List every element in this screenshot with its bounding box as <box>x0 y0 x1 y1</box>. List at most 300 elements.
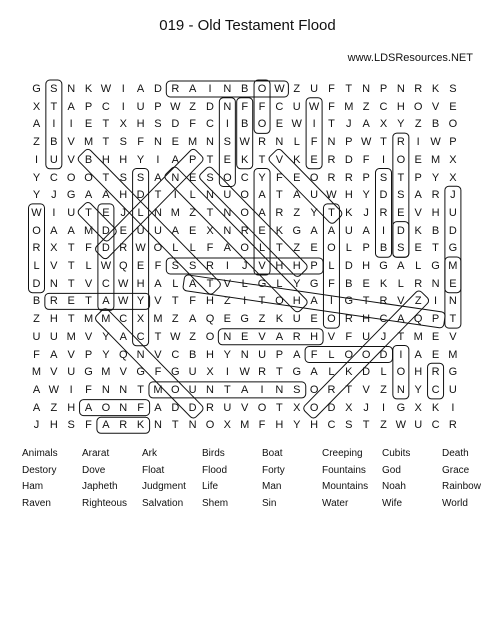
grid-letter: U <box>67 366 76 379</box>
grid-letter: E <box>431 330 440 343</box>
grid-letter: V <box>258 330 266 343</box>
grid-letter: S <box>119 136 127 149</box>
grid-letter: A <box>414 189 422 202</box>
grid-letter: K <box>414 224 422 237</box>
grid-letter: L <box>397 277 404 290</box>
grid-letter: O <box>413 100 423 113</box>
grid-letter: Q <box>413 313 423 326</box>
grid-letter: L <box>189 242 196 255</box>
grid-letter: H <box>362 313 371 326</box>
grid-letter: A <box>258 189 266 202</box>
grid-letter: V <box>241 401 249 414</box>
grid-letter: M <box>153 383 163 396</box>
grid-letter: Y <box>397 118 405 131</box>
grid-letter: U <box>188 383 197 396</box>
grid-letter: O <box>240 206 249 219</box>
grid-letter: N <box>153 136 162 149</box>
grid-letter: Q <box>118 260 128 272</box>
grid-letter: J <box>346 118 352 131</box>
grid-letter: E <box>258 224 266 237</box>
grid-letter: I <box>381 224 386 237</box>
grid-letter: I <box>312 118 316 131</box>
grid-letter: U <box>362 330 371 343</box>
grid-letter: C <box>327 419 336 432</box>
grid-letter: R <box>258 136 267 149</box>
grid-letter: R <box>327 171 336 184</box>
grid-letter: W <box>360 136 372 149</box>
grid-letter: G <box>240 313 249 326</box>
grid-letter: Y <box>102 330 110 343</box>
grid-letter: J <box>120 206 126 219</box>
grid-letter: M <box>101 366 111 379</box>
grid-letter: U <box>136 224 145 237</box>
grid-letter: O <box>257 118 267 131</box>
grid-letter: V <box>67 348 75 361</box>
word-list-item: Forty <box>262 464 285 476</box>
grid-letter: X <box>379 118 388 131</box>
grid-letter: H <box>310 330 319 343</box>
grid-letter: S <box>50 83 58 95</box>
grid-letter: O <box>309 171 319 184</box>
grid-letter: N <box>362 83 371 95</box>
grid-letter: F <box>85 383 92 396</box>
grid-letter: F <box>154 366 162 379</box>
grid-letter: H <box>362 260 371 272</box>
grid-letter: N <box>206 383 214 396</box>
grid-letter: A <box>171 153 179 166</box>
grid-letter: V <box>50 260 58 272</box>
grid-letter: T <box>206 206 214 219</box>
grid-letter: W <box>135 242 146 255</box>
grid-letter: P <box>84 348 93 361</box>
grid-letter: R <box>379 295 388 308</box>
grid-letter: Z <box>33 313 40 326</box>
grid-letter: P <box>275 348 284 361</box>
grid-letter: K <box>345 206 353 219</box>
grid-letter: A <box>241 383 249 396</box>
word-list-item: Rainbow <box>442 481 481 492</box>
grid-letter: R <box>448 419 457 432</box>
grid-letter: O <box>309 383 319 396</box>
grid-letter: H <box>49 419 58 432</box>
grid-letter: T <box>154 330 162 343</box>
grid-letter: C <box>240 171 249 184</box>
grid-letter: F <box>310 348 318 361</box>
grid-letter: V <box>362 383 370 396</box>
grid-letter: Z <box>293 83 301 95</box>
grid-letter: O <box>257 401 267 414</box>
word-list-row <box>22 465 482 481</box>
grid-letter: F <box>137 401 144 414</box>
grid-letter: S <box>223 136 232 149</box>
grid-letter: D <box>101 242 110 255</box>
grid-letter: J <box>51 189 57 202</box>
word-list-item: Fountains <box>322 464 366 476</box>
grid-letter: G <box>448 366 458 379</box>
grid-letter: D <box>344 153 353 166</box>
grid-letter: W <box>239 366 250 379</box>
grid-letter: I <box>243 295 247 308</box>
grid-letter: N <box>396 383 405 396</box>
grid-letter: E <box>293 171 301 184</box>
grid-letter: J <box>363 401 369 414</box>
grid-letter: I <box>156 153 160 166</box>
grid-letter: U <box>292 313 301 326</box>
word-list-item: Noah <box>382 481 406 492</box>
grid-letter: R <box>119 242 128 255</box>
grid-letter: T <box>223 383 231 396</box>
grid-letter: E <box>310 153 318 166</box>
grid-letter: F <box>328 100 335 113</box>
grid-letter: B <box>379 242 388 255</box>
grid-letter: L <box>189 189 196 202</box>
grid-letter: R <box>292 330 301 343</box>
grid-letter: O <box>309 401 319 414</box>
grid-letter: E <box>188 224 197 237</box>
grid-letter: A <box>327 224 336 237</box>
grid-letter: R <box>344 313 353 326</box>
grid-letter: U <box>153 224 162 237</box>
grid-letter: T <box>67 277 75 290</box>
grid-letter: S <box>206 171 214 184</box>
grid-letter: T <box>276 401 283 414</box>
grid-letter: V <box>327 330 336 343</box>
grid-letter: D <box>206 100 214 113</box>
grid-letter: B <box>345 277 353 290</box>
grid-letter: I <box>69 118 73 131</box>
grid-letter: A <box>414 348 422 361</box>
grid-letter: Q <box>118 348 128 361</box>
grid-letter: S <box>136 171 145 184</box>
grid-letter: E <box>431 348 440 361</box>
grid-letter: E <box>397 206 405 219</box>
grid-letter: R <box>431 366 440 379</box>
grid-letter: T <box>67 313 75 326</box>
grid-letter: A <box>32 118 41 131</box>
grid-letter: E <box>223 153 232 166</box>
grid-letter: E <box>414 153 422 166</box>
grid-letter: N <box>431 277 440 290</box>
grid-letter: Y <box>431 171 440 184</box>
grid-letter: K <box>431 83 440 95</box>
grid-letter: D <box>32 277 41 290</box>
grid-letter: W <box>118 295 129 308</box>
grid-letter: G <box>448 242 458 255</box>
grid-letter: A <box>102 419 110 432</box>
grid-letter: Y <box>223 348 232 361</box>
grid-letter: N <box>206 189 214 202</box>
grid-letter: N <box>153 419 162 432</box>
grid-letter: T <box>102 136 110 149</box>
grid-letter: N <box>448 295 457 308</box>
grid-letter: C <box>379 100 388 113</box>
grid-letter: P <box>431 313 440 326</box>
grid-letter: L <box>172 242 179 255</box>
grid-letter: Z <box>414 295 422 308</box>
grid-letter: R <box>32 242 41 255</box>
grid-letter: M <box>170 206 180 219</box>
grid-letter: W <box>118 277 129 290</box>
grid-letter: T <box>276 189 283 202</box>
word-list-item: Death <box>442 448 469 459</box>
grid-letter: R <box>431 189 440 202</box>
grid-letter: E <box>171 136 179 149</box>
grid-letter: U <box>136 100 145 113</box>
grid-letter: O <box>240 242 249 255</box>
grid-letter: I <box>173 189 177 202</box>
grid-letter: B <box>431 118 440 131</box>
grid-letter: T <box>206 277 214 290</box>
grid-letter: D <box>136 189 145 202</box>
word-list-item: Birds <box>202 448 225 459</box>
grid-letter: N <box>119 383 128 396</box>
grid-letter: L <box>328 260 335 272</box>
grid-letter: H <box>396 100 405 113</box>
grid-letter: C <box>431 383 440 396</box>
grid-letter: P <box>188 153 197 166</box>
grid-letter: S <box>379 171 388 184</box>
grid-letter: M <box>344 100 354 113</box>
grid-letter: A <box>119 330 127 343</box>
grid-letter: P <box>362 171 370 184</box>
grid-letter: N <box>327 136 336 149</box>
grid-letter: O <box>153 242 163 255</box>
grid-letter: G <box>257 277 267 290</box>
grid-letter: T <box>258 153 266 166</box>
grid-letter: E <box>102 206 110 219</box>
grid-letter: A <box>258 206 266 219</box>
grid-letter: Y <box>258 171 266 184</box>
grid-letter: T <box>432 242 439 255</box>
grid-letter: Z <box>33 136 40 149</box>
grid-letter: B <box>32 295 41 308</box>
grid-letter: F <box>328 277 335 290</box>
grid-letter: C <box>206 118 214 131</box>
grid-letter: K <box>345 366 353 379</box>
grid-letter: D <box>153 83 162 95</box>
grid-letter: F <box>154 260 162 272</box>
grid-letter: X <box>293 401 301 414</box>
grid-letter: M <box>83 313 94 326</box>
grid-letter: C <box>431 419 440 432</box>
grid-letter: G <box>66 189 76 202</box>
grid-letter: Z <box>380 419 387 432</box>
grid-letter: E <box>362 277 370 290</box>
word-list-item: Dove <box>82 464 106 476</box>
grid-letter: Q <box>205 313 215 326</box>
grid-letter: I <box>52 206 56 219</box>
grid-letter: Y <box>293 419 301 432</box>
grid-letter: R <box>327 153 336 166</box>
grid-letter: O <box>257 83 267 95</box>
grid-letter: A <box>188 83 197 95</box>
grid-letter: N <box>223 83 232 95</box>
grid-letter: O <box>32 224 41 237</box>
grid-letter: Z <box>293 206 301 219</box>
grid-letter: P <box>449 136 457 149</box>
word-list-item: Judgment <box>142 481 186 492</box>
grid-letter: R <box>171 83 180 95</box>
grid-letter: D <box>362 366 371 379</box>
grid-letter: A <box>50 348 58 361</box>
grid-letter: I <box>381 153 386 166</box>
grid-letter: O <box>275 295 284 308</box>
grid-letter: F <box>258 419 266 432</box>
grid-letter: A <box>50 224 58 237</box>
grid-letter: K <box>431 401 440 414</box>
grid-letter: L <box>345 242 352 255</box>
grid-letter: A <box>67 100 75 113</box>
grid-letter: T <box>85 295 92 308</box>
grid-letter: Z <box>362 100 370 113</box>
grid-letter: O <box>448 118 458 131</box>
word-list-item: Raven <box>22 497 51 509</box>
word-list-item: World <box>442 497 468 509</box>
grid-letter: O <box>84 171 93 184</box>
grid-letter: A <box>67 224 75 237</box>
grid-letter: J <box>380 330 387 343</box>
grid-letter: C <box>49 171 58 184</box>
grid-letter: W <box>239 136 250 149</box>
grid-letter: W <box>430 136 441 149</box>
grid-letter: Y <box>136 153 145 166</box>
grid-letter: H <box>206 295 214 308</box>
grid-letter: I <box>208 83 212 95</box>
grid-letter: K <box>136 419 145 432</box>
grid-letter: D <box>379 189 388 202</box>
grid-letter: A <box>223 242 232 255</box>
word-list-item: Ark <box>142 448 157 459</box>
grid-letter: P <box>379 83 388 95</box>
grid-letter: V <box>414 206 422 219</box>
grid-letter: H <box>344 189 353 202</box>
grid-letter: X <box>449 171 457 184</box>
grid-letter: H <box>292 295 301 308</box>
grid-letter: A <box>154 401 162 414</box>
grid-letter: X <box>119 118 127 131</box>
grid-letter: W <box>100 83 112 95</box>
grid-letter: I <box>260 383 264 396</box>
grid-letter: A <box>293 348 301 361</box>
grid-letter: I <box>416 136 420 149</box>
grid-letter: L <box>85 260 92 272</box>
grid-letter: M <box>240 419 250 432</box>
grid-letter: E <box>84 118 93 131</box>
grid-letter: V <box>397 295 405 308</box>
grid-letter: I <box>225 260 229 272</box>
grid-letter: S <box>119 171 127 184</box>
grid-letter: Y <box>414 383 422 396</box>
grid-letter: W <box>395 419 407 432</box>
grid-letter: H <box>414 366 423 379</box>
grid-letter: T <box>328 118 335 131</box>
grid-letter: A <box>32 383 41 396</box>
grid-letter: Y <box>310 206 318 219</box>
grid-letter: J <box>363 206 369 219</box>
word-list-item: Destory <box>22 464 57 476</box>
grid-letter: G <box>379 260 388 272</box>
grid-letter: G <box>292 366 302 379</box>
grid-letter: U <box>310 83 319 95</box>
grid-letter: T <box>206 153 214 166</box>
grid-letter: L <box>328 366 335 379</box>
grid-letter: M <box>31 366 42 379</box>
grid-letter: T <box>276 366 283 379</box>
grid-letter: G <box>84 366 93 379</box>
word-list-item: Water <box>322 497 349 509</box>
grid-letter: Z <box>258 313 266 326</box>
grid-letter: Z <box>414 118 422 131</box>
word-list-item: Life <box>202 481 219 492</box>
grid-letter: U <box>188 366 197 379</box>
grid-letter: V <box>431 100 440 113</box>
grid-letter: L <box>258 242 266 255</box>
grid-letter: J <box>450 189 456 202</box>
grid-letter: C <box>136 330 145 343</box>
grid-letter: F <box>85 242 92 255</box>
word-list-item: Mountains <box>322 481 369 492</box>
grid-letter: X <box>32 100 41 113</box>
grid-letter: Z <box>223 295 231 308</box>
grid-letter: F <box>328 83 335 95</box>
grid-letter: F <box>310 136 318 149</box>
grid-letter: V <box>154 295 162 308</box>
grid-letter: O <box>396 153 406 166</box>
grid-letter: U <box>49 153 58 166</box>
grid-letter: O <box>171 383 180 396</box>
grid-letter: S <box>67 419 75 432</box>
grid-letter: P <box>362 242 370 255</box>
grid-letter: V <box>223 277 232 290</box>
grid-letter: A <box>275 330 284 343</box>
grid-letter: B <box>431 224 440 237</box>
grid-letter: U <box>344 224 353 237</box>
grid-letter: V <box>258 260 266 272</box>
grid-letter: U <box>448 206 457 219</box>
grid-letter: R <box>414 277 423 290</box>
grid-letter: S <box>397 242 405 255</box>
grid-letter: O <box>327 313 336 326</box>
grid-letter: X <box>50 242 58 255</box>
grid-letter: V <box>449 330 457 343</box>
grid-letter: F <box>189 295 196 308</box>
grid-letter: H <box>67 401 76 414</box>
grid-letter: V <box>84 330 93 343</box>
grid-letter: R <box>275 206 284 219</box>
grid-letter: E <box>275 118 284 131</box>
grid-letter: U <box>223 401 232 414</box>
grid-letter: E <box>310 242 318 255</box>
grid-letter: O <box>344 348 354 361</box>
grid-letter: M <box>188 136 198 149</box>
grid-letter: T <box>397 171 405 184</box>
grid-letter: D <box>344 260 353 272</box>
grid-letter: T <box>171 295 179 308</box>
grid-letter: L <box>380 366 387 379</box>
grid-letter: Y <box>136 295 145 308</box>
grid-letter: H <box>119 153 128 166</box>
grid-letter: B <box>241 118 249 131</box>
grid-letter: J <box>241 260 248 272</box>
grid-letter: A <box>188 313 197 326</box>
grid-letter: E <box>136 260 145 272</box>
grid-letter: A <box>171 224 179 237</box>
grid-letter: F <box>206 242 214 255</box>
grid-letter: N <box>240 348 249 361</box>
grid-letter: O <box>66 171 76 184</box>
grid-letter: C <box>275 100 284 113</box>
grid-letter: A <box>154 171 162 184</box>
